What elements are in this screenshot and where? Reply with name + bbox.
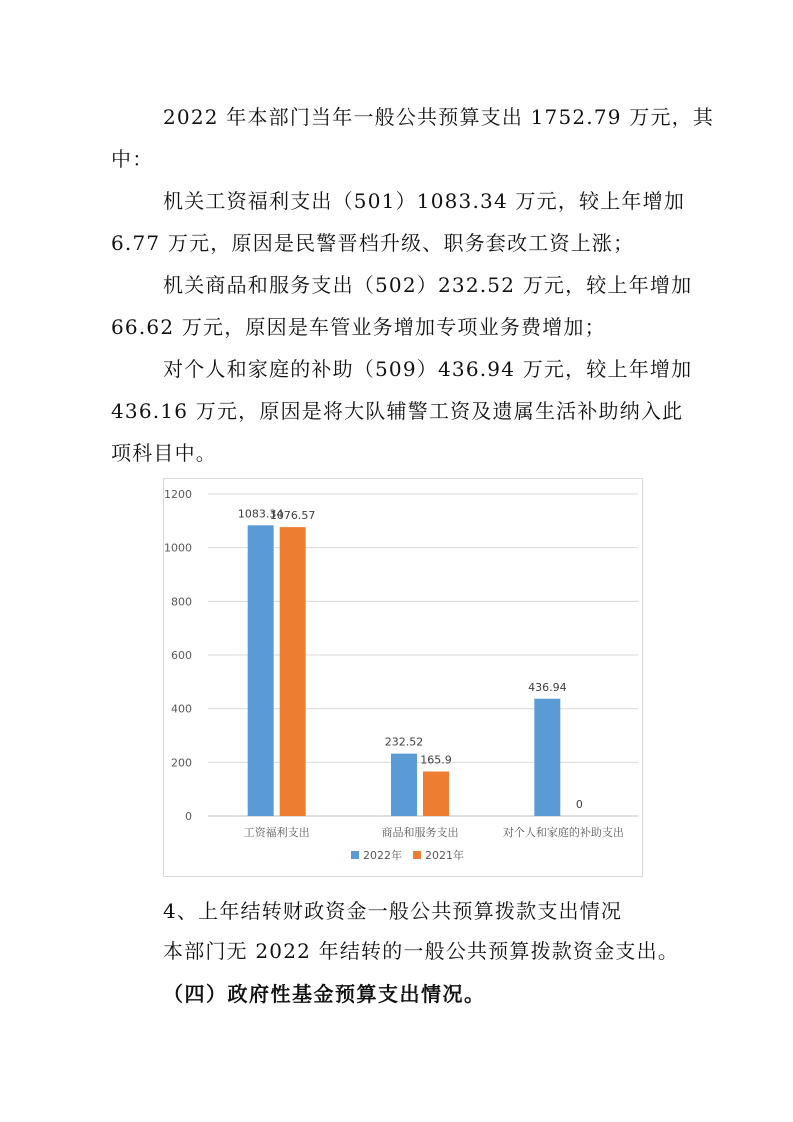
paragraph-line: 6.77 万元，原因是民警晋档升级、职务套改工资上涨； <box>111 231 635 255</box>
data-label: 232.52 <box>384 735 424 749</box>
bar <box>248 525 274 816</box>
paragraph-line: 66.62 万元，原因是车管业务增加专项业务费增加； <box>111 315 606 339</box>
data-label: 1076.57 <box>269 509 316 523</box>
paragraph-line: 项科目中。 <box>111 441 217 465</box>
bar <box>423 771 449 816</box>
y-tick-label: 1000 <box>164 541 192 555</box>
data-label: 165.9 <box>420 753 452 767</box>
x-tick-label: 工资福利支出 <box>243 826 310 839</box>
x-tick-label: 对个人和家庭的补助支出 <box>502 826 624 839</box>
paragraph-line: 机关工资福利支出（501）1083.34 万元，较上年增加 <box>163 189 686 213</box>
bar <box>391 754 417 816</box>
bar <box>280 527 306 816</box>
bar <box>534 699 560 816</box>
chart-canvas <box>164 479 642 876</box>
section-4-title: 4、上年结转财政资金一般公共预算拨款支出情况 <box>163 899 623 923</box>
data-label: 436.94 <box>528 680 567 694</box>
paragraph-line: 2022 年本部门当年一般公共预算支出 1752.79 万元，其 <box>163 105 715 129</box>
y-tick-label: 1200 <box>164 488 192 501</box>
y-tick-label: 600 <box>171 649 192 662</box>
bar-chart <box>163 478 643 877</box>
paragraph-line: 中： <box>111 147 154 171</box>
section-heading: （四）政府性基金预算支出情况。 <box>163 982 486 1006</box>
x-tick-label: 商品和服务支出 <box>381 826 459 839</box>
y-tick-label: 200 <box>171 756 192 770</box>
paragraph-line: 对个人和家庭的补助（509）436.94 万元，较上年增加 <box>163 357 693 381</box>
y-tick-label: 0 <box>185 810 192 823</box>
legend-label: 2022年 <box>363 849 402 862</box>
data-label: 0 <box>575 798 583 811</box>
legend-label: 2021年 <box>425 849 464 862</box>
paragraph-line: 436.16 万元，原因是将大队辅警工资及遗属生活补助纳入此 <box>111 399 684 423</box>
y-tick-label: 800 <box>171 595 192 609</box>
section-4-body: 本部门无 2022 年结转的一般公共预算拨款资金支出。 <box>163 939 680 963</box>
legend-swatch <box>413 851 421 859</box>
y-tick-label: 400 <box>171 702 192 716</box>
paragraph-line: 机关商品和服务支出（502）232.52 万元，较上年增加 <box>163 273 693 297</box>
legend-swatch <box>351 851 359 859</box>
data-label: 1083.34 <box>237 507 284 521</box>
